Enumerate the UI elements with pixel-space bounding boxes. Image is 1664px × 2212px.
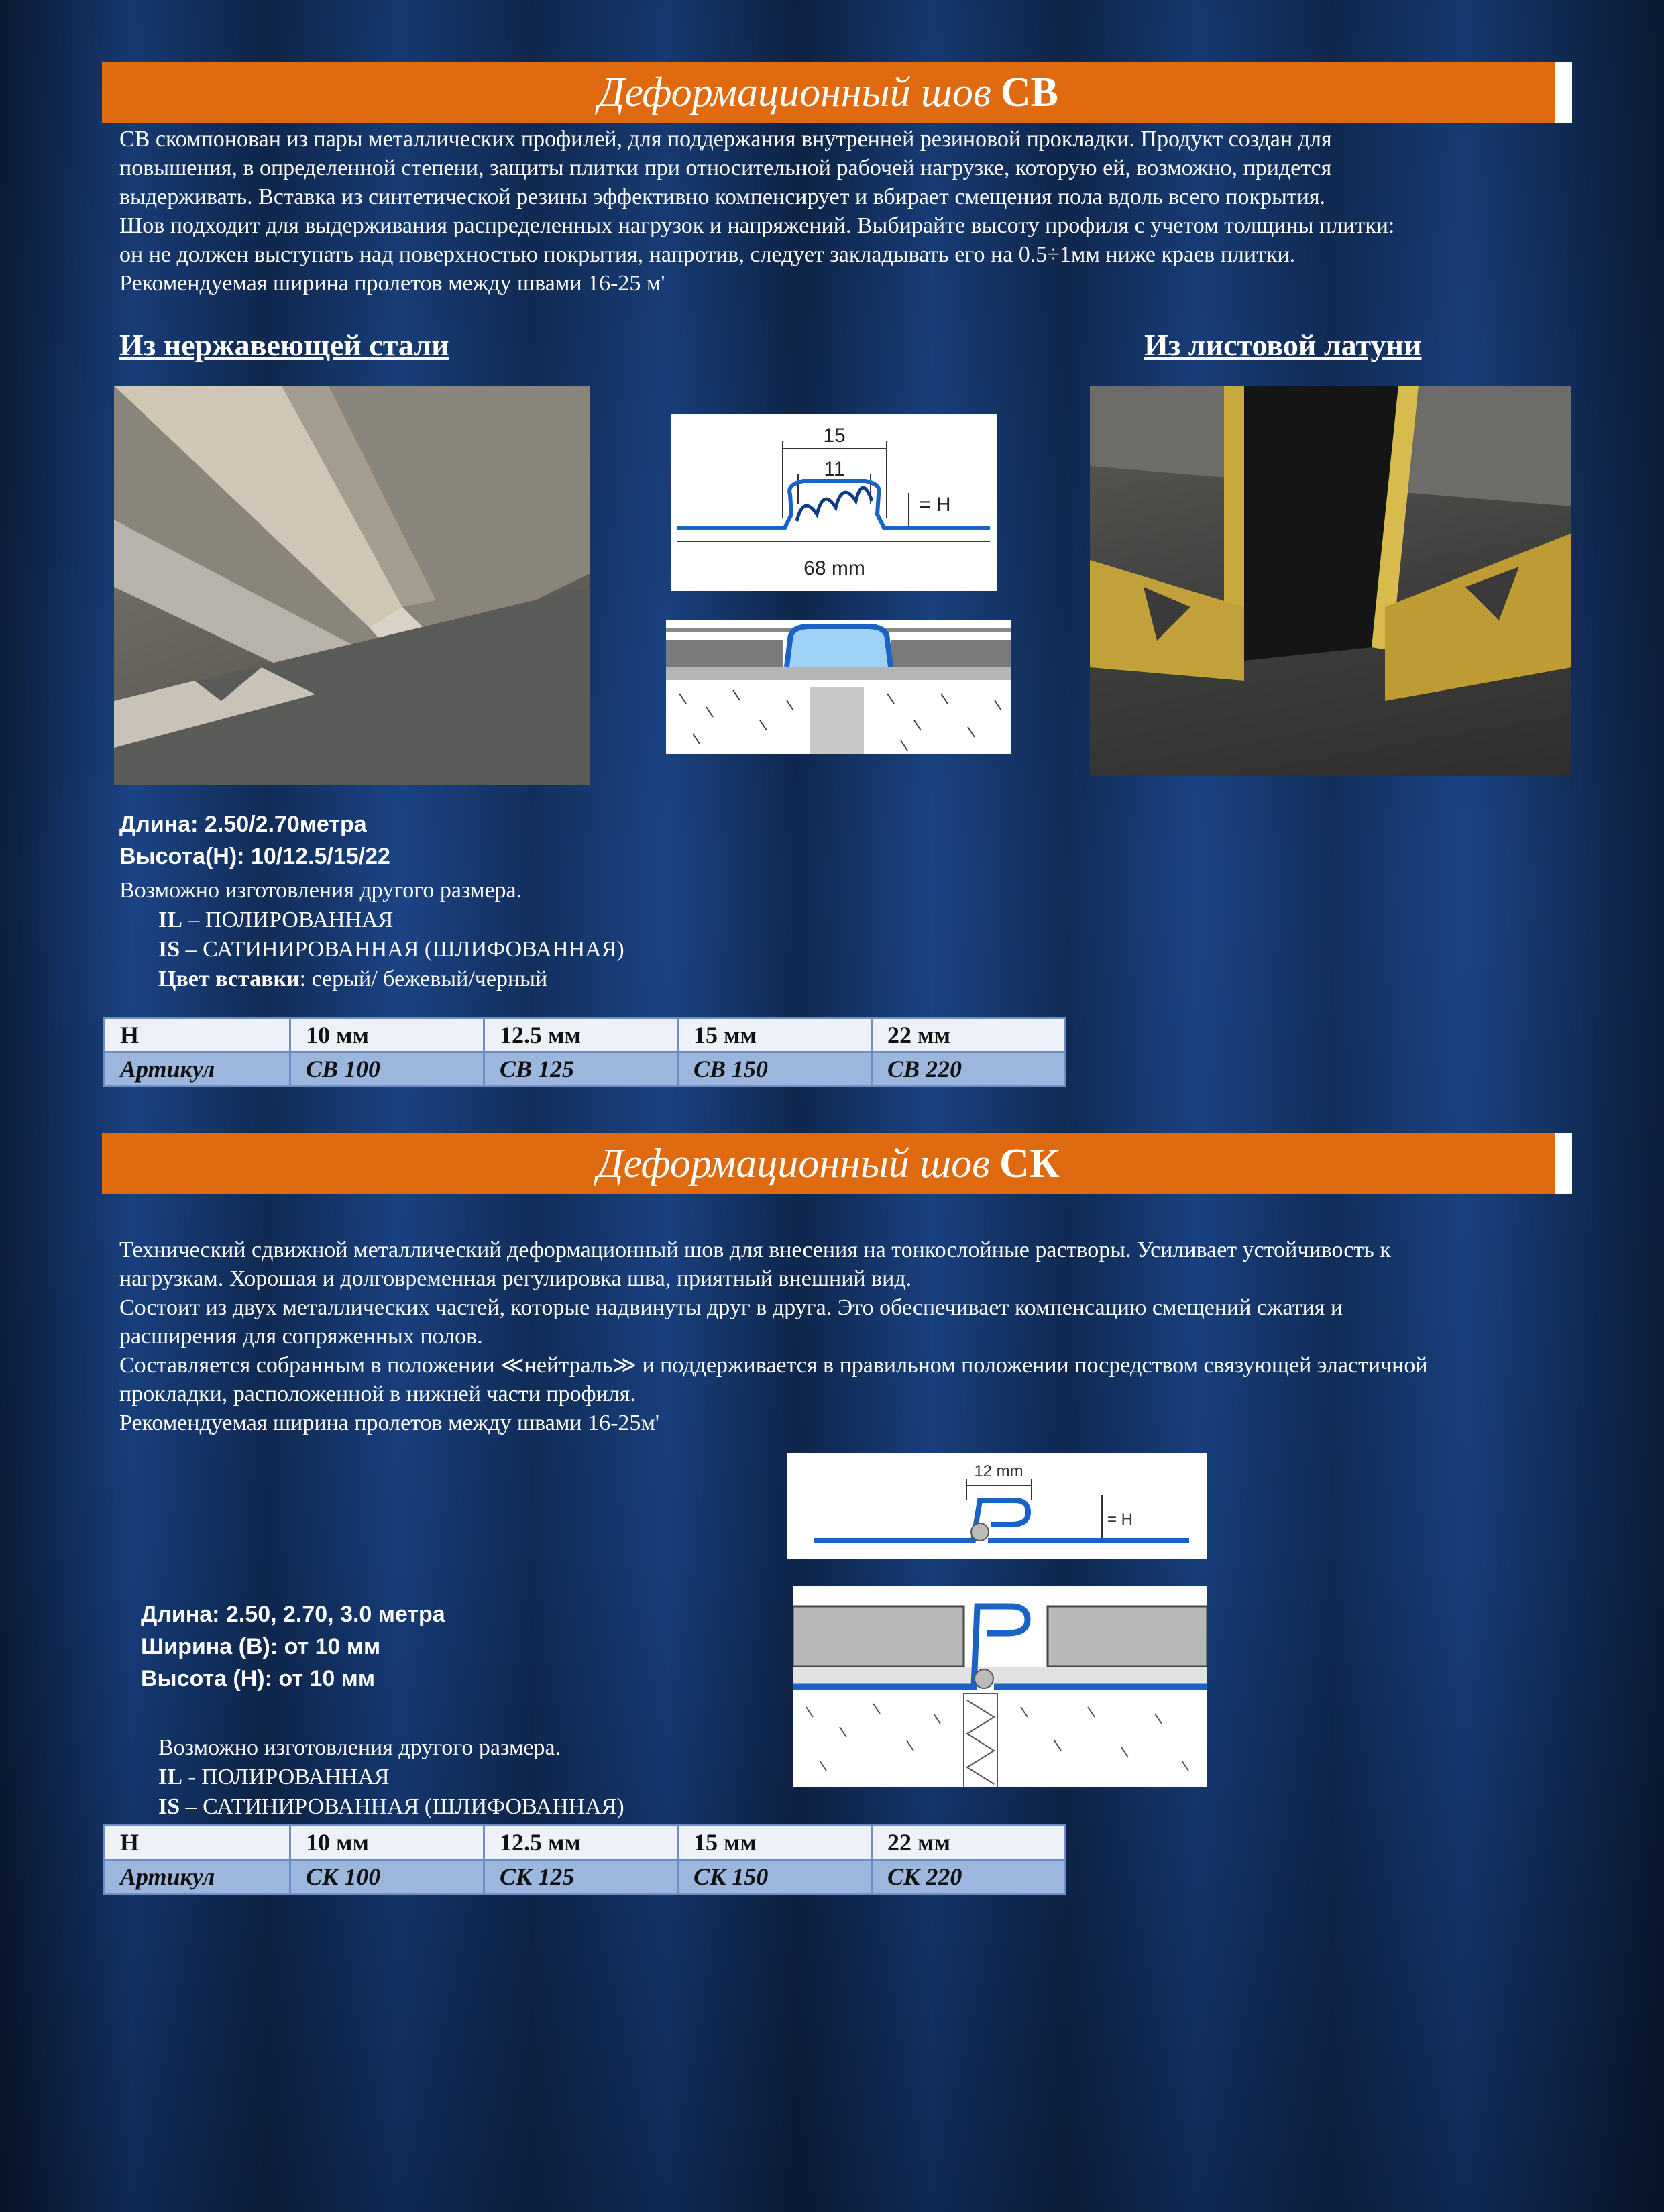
cb-banner [102, 62, 1572, 123]
cb-is-code: IS [158, 937, 180, 962]
ck-options [158, 1733, 624, 1822]
cb-dim-inner: 11 [824, 458, 845, 480]
cb-banner-code: СВ [1000, 70, 1058, 115]
cb-options [119, 876, 624, 994]
table-row [105, 1826, 1066, 1860]
cb-size-cell: 15 мм [678, 1018, 872, 1052]
ck-desc-line: Состоит из двух металлических частей, которые надвинуты друг в друга. Это обеспечивает компенсацию смещений сжатия и [119, 1295, 1343, 1320]
ck-is-text: – САТИНИРОВАННАЯ (ШЛИФОВАННАЯ) [180, 1794, 624, 1819]
cb-insert-color [119, 964, 624, 994]
ck-h-label: H [105, 1826, 290, 1860]
cb-color-text: : серый/ бежевый/черный [299, 966, 548, 991]
ck-code-cell: СК 100 [290, 1860, 484, 1894]
ck-size-cell: 12.5 мм [484, 1826, 678, 1860]
cb-desc-line: СВ скомпонован из пары металлических профилей, для поддержания внутренней резиновой прокладки. Продукт создан для [119, 127, 1332, 152]
cb-desc-line: Рекомендуемая ширина пролетов между швами 16-25 м' [119, 271, 665, 296]
cb-code-cell: СВ 125 [484, 1052, 678, 1087]
cb-installation-drawing [666, 620, 1011, 754]
cb-finish-il [119, 905, 624, 935]
cb-dim-height: = H [919, 494, 951, 516]
table-row [105, 1860, 1066, 1894]
ck-spec-length: Длина: 2.50, 2.70, 3.0 метра [141, 1602, 445, 1627]
cb-desc-line: Шов подходит для выдерживания распределенных нагрузок и напряжений. Выбирайте высоту профиля с учетом толщины плитки: [119, 213, 1395, 238]
ck-spec-width: Ширина (В): от 10 мм [141, 1634, 381, 1659]
cb-code-cell: СВ 220 [872, 1052, 1066, 1087]
ck-custom-size-note: Возможно изготовления другого размера. [158, 1735, 561, 1760]
table-row [105, 1018, 1066, 1052]
brass-profile-photo [1090, 386, 1571, 776]
ck-desc-line: расширения для сопряженных полов. [119, 1324, 483, 1349]
ck-dim-width: 12 mm [974, 1462, 1023, 1480]
cb-article-label: Артикул [105, 1052, 290, 1087]
ck-desc-line: нагрузкам. Хорошая и долговременная регулировка шва, приятный внешний вид. [119, 1266, 912, 1291]
ck-specs [141, 1598, 445, 1695]
cb-custom-size-note: Возможно изготовления другого размера. [119, 878, 522, 903]
cb-subheading-steel: Из нержавеющей стали [119, 328, 449, 362]
cb-spec-height: Высота(Н): 10/12.5/15/22 [119, 844, 390, 869]
ck-code-cell: СК 125 [484, 1860, 678, 1894]
ck-desc-line: Рекомендуемая ширина пролетов между швами 16-25м' [119, 1411, 660, 1435]
cb-subheading-brass: Из листовой латуни [1144, 328, 1422, 362]
stainless-steel-profile-photo [114, 386, 590, 785]
ck-size-cell: 10 мм [290, 1826, 484, 1860]
cb-profile-drawing [671, 414, 997, 591]
ck-banner-code: СК [999, 1141, 1060, 1186]
table-row [105, 1052, 1066, 1087]
cb-spec-length: Длина: 2.50/2.70метра [119, 812, 367, 837]
cb-size-cell: 12.5 мм [484, 1018, 678, 1052]
ck-installation-drawing [793, 1586, 1207, 1787]
ck-il-text: - ПОЛИРОВАННАЯ [182, 1765, 390, 1789]
ck-desc-line: прокладки, расположенной в нижней части профиля. [119, 1382, 636, 1406]
cb-dim-outer: 15 [823, 425, 846, 447]
cb-is-text: – САТИНИРОВАННАЯ (ШЛИФОВАННАЯ) [180, 937, 624, 962]
cb-h-label: H [105, 1018, 290, 1052]
ck-profile-drawing [787, 1453, 1207, 1559]
ck-banner-title: Деформационный шов [597, 1141, 991, 1186]
ck-banner [102, 1133, 1572, 1194]
cb-il-text: – ПОЛИРОВАННАЯ [182, 907, 394, 932]
ck-dim-height: = H [1107, 1510, 1133, 1529]
cb-code-cell: СВ 100 [290, 1052, 484, 1087]
cb-desc-line: он не должен выступать над поверхностью покрытия, напротив, следует закладывать его на 0.5÷1мм ниже краев плитки. [119, 242, 1296, 267]
ck-code-cell: СК 220 [872, 1860, 1066, 1894]
cb-desc-line: выдерживать. Вставка из синтетической резины эффективно компенсирует и вбирает смещения пола вдоль всего покрытия. [119, 184, 1325, 209]
ck-size-cell: 22 мм [872, 1826, 1066, 1860]
ck-spec-height: Высота (Н): от 10 мм [141, 1666, 375, 1692]
ck-finish-is [158, 1792, 624, 1822]
cb-finish-is [119, 935, 624, 964]
ck-finish-il [158, 1763, 624, 1792]
cb-color-label: Цвет вставки [158, 966, 300, 991]
cb-article-table [103, 1017, 1066, 1087]
cb-banner-title: Деформационный шов [598, 70, 991, 115]
cb-il-code: IL [158, 907, 182, 932]
ck-desc-line: Технический сдвижной металлический деформационный шов для внесения на тонкослойные растворы. Усиливает устойчивость к [119, 1237, 1391, 1262]
ck-article-table [103, 1824, 1066, 1895]
cb-code-cell: СВ 150 [678, 1052, 872, 1087]
ck-size-cell: 15 мм [678, 1826, 872, 1860]
cb-size-cell: 10 мм [290, 1018, 484, 1052]
ck-article-label: Артикул [105, 1860, 290, 1894]
cb-specs [119, 808, 390, 873]
cb-size-cell: 22 мм [872, 1018, 1066, 1052]
ck-is-code: IS [158, 1794, 180, 1819]
ck-code-cell: СК 150 [678, 1860, 872, 1894]
ck-desc-line: Составляется собранным в положении ≪нейтраль≫ и поддерживается в правильном положении посредством связующей эластичной [119, 1353, 1428, 1378]
cb-dim-width: 68 mm [803, 557, 865, 579]
ck-il-code: IL [158, 1765, 182, 1789]
ck-description [119, 1235, 1582, 1437]
cb-desc-line: повышения, в определенной степени, защиты плитки при относительной рабочей нагрузке, которую ей, возможно, придется [119, 156, 1332, 180]
cb-description [119, 125, 1582, 298]
